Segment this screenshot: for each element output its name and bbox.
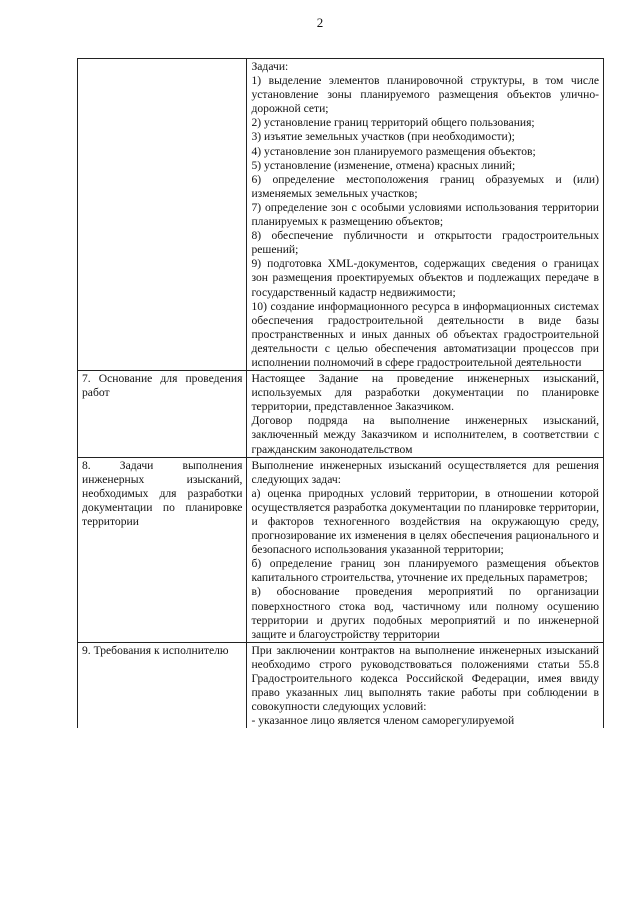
paragraph: Договор подряда на выполнение инженерных изысканий, заключенный между Заказчиком и исполнителем, в соответствии с гражданским законодательством <box>251 414 599 456</box>
row-content <box>247 457 604 642</box>
row-label: 9. Требования к исполнителю <box>78 642 247 728</box>
task-item: 5) установление (изменение, отмена) красных линий; <box>251 158 516 172</box>
paragraph: Выполнение инженерных изысканий осуществляется для решения следующих задач: <box>251 458 599 486</box>
task-item: 10) создание информационного ресурса в информационных системах обеспечения градостроительной деятельности в виде базы пространственных и иных данных об объектах градостроительной деятельности с целью обеспечения автоматизации процессов при исполнении полномочий в сфере градостроительной деятельности <box>251 299 599 369</box>
task-item: 8) обеспечение публичности и открытости градостроительных решений; <box>251 229 599 257</box>
paragraph: Настоящее Задание на проведение инженерных изысканий, используемых для разработки документации по планировке территории, представленное Заказчиком. <box>251 372 599 414</box>
task-item: 1) выделение элементов планировочной структуры, в том числе установление зоны планируемого размещения объектов улично-дорожной сети; <box>251 74 599 116</box>
list-item: а) оценка природных условий территории, в отношении которой осуществляется разработка документации по планировке территории, и факторов техногенного воздействия на окружающую среду, прогнозирование их изменения в целях обеспечения рационального и безопасного использования указанной территории; <box>251 486 599 557</box>
page-number: 2 <box>316 15 324 30</box>
table-row <box>78 59 604 371</box>
row-label: 8. Задачи выполнения инженерных изысканий, необходимых для разработки документации по планировке территории <box>78 457 247 642</box>
row-content <box>247 59 604 371</box>
list-item: б) определение границ зон планируемого размещения объектов капитального строительства, уточнение их предельных параметров; <box>251 557 599 585</box>
table-row <box>78 642 604 728</box>
paragraph: При заключении контрактов на выполнение инженерных изысканий необходимо строго руководствоваться положениями статьи 55.8 Градостроительного кодекса Российской Федерации, имея ввиду право указанных лиц выполнять такие работы при соблюдении в совокупности следующих условий: <box>251 643 599 714</box>
table-row <box>78 457 604 642</box>
list-item: в) обоснование проведения мероприятий по организации поверхностного стока вод, частичному или полному осушению территории и других подобных мероприятий и по инженерной защите и благоустройству территории <box>251 585 599 641</box>
list-item: - указанное лицо является членом саморегулируемой <box>251 714 515 728</box>
task-item: 4) установление зон планируемого размещения объектов; <box>251 144 536 158</box>
task-item: 7) определение зон с особыми условиями использования территории планируемых к размещению объектов; <box>251 200 599 229</box>
row-label: 7. Основание для проведения работ <box>78 371 247 458</box>
table-row <box>78 371 604 458</box>
row-content <box>247 371 604 458</box>
task-item: 3) изъятие земельных участков (при необходимости); <box>251 130 515 144</box>
task-item: 9) подготовка XML-документов, содержащих сведения о границах зон размещения проектируемых объектов и подлежащих передаче в государственный кадастр недвижимости; <box>251 257 599 299</box>
task-item: 2) установление границ территорий общего пользования; <box>251 116 535 130</box>
row-label <box>78 59 247 371</box>
requirements-table <box>77 58 604 728</box>
row-content <box>247 642 604 728</box>
task-item: 6) определение местоположения границ образуемых и (или) изменяемых земельных участков; <box>251 172 599 200</box>
tasks-heading: Задачи: <box>251 60 289 73</box>
